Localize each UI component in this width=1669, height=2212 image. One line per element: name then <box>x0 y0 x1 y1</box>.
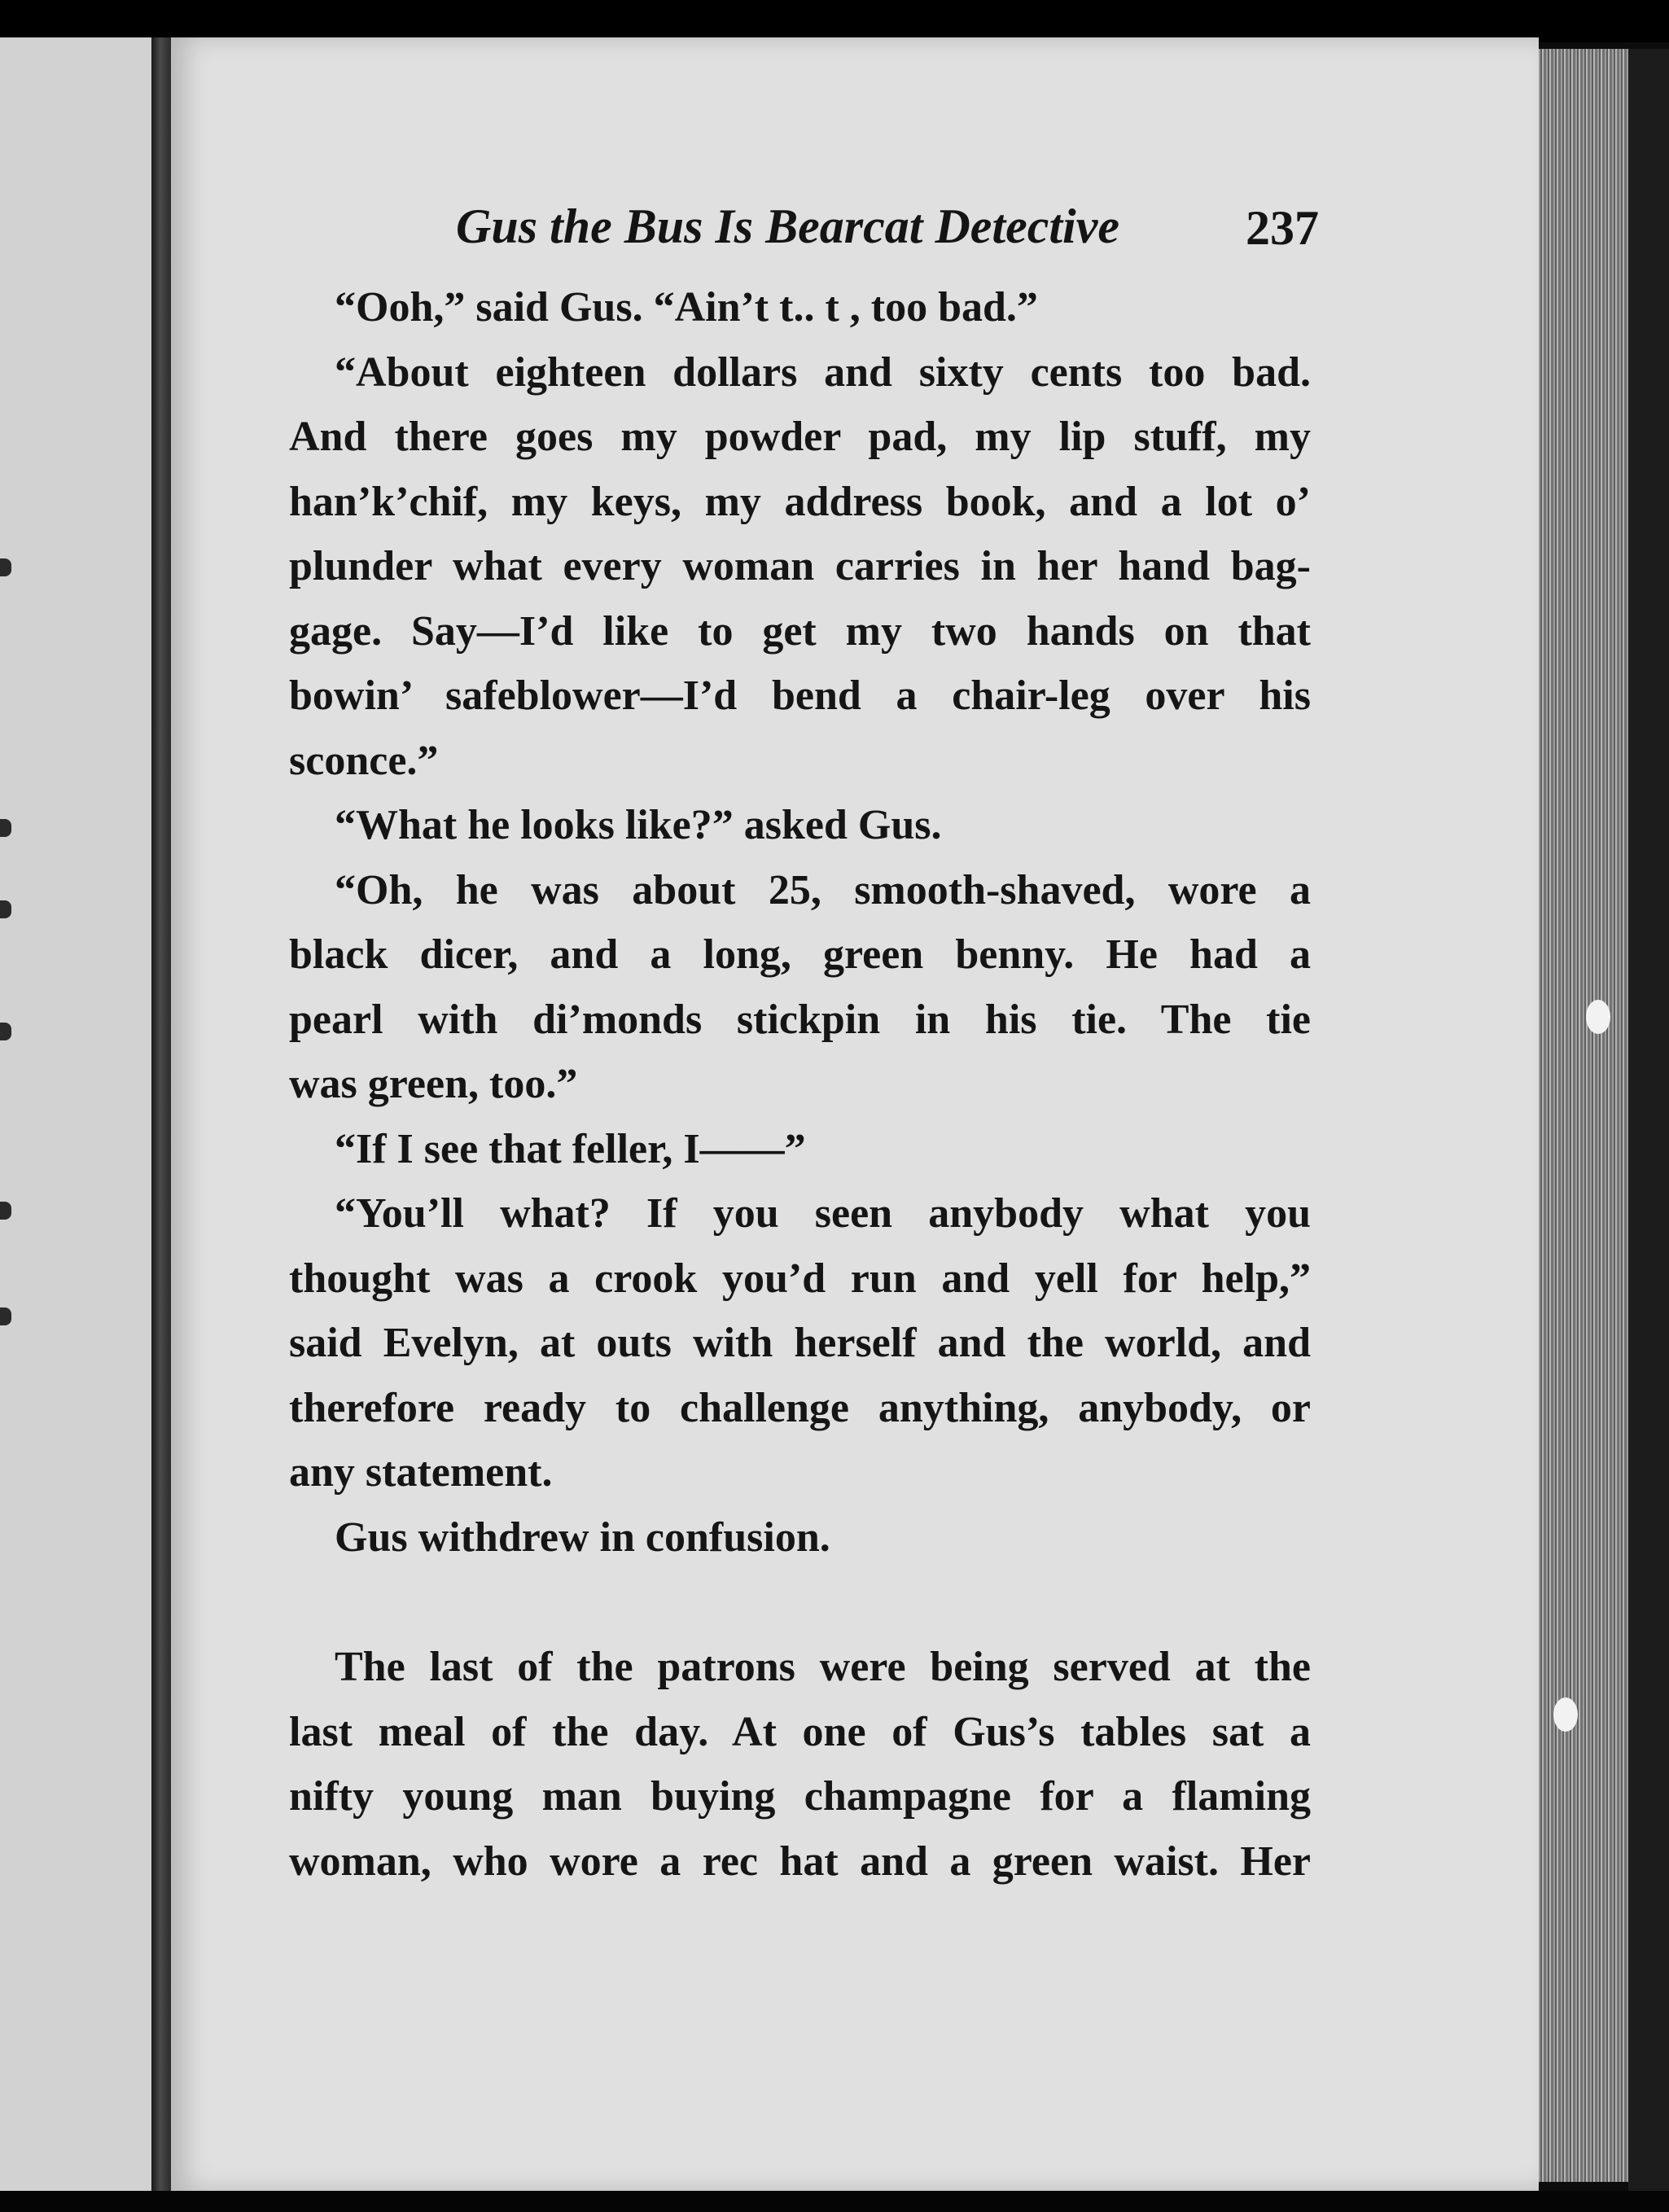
text-line: thought was a crook you’d run and yell for help,” <box>289 1255 1311 1302</box>
facing-page-edge <box>0 37 156 2191</box>
edge-mark <box>1553 1697 1578 1732</box>
text-line: “You’ll what? If you seen anybody what you <box>335 1190 1311 1237</box>
text-line: gage. Say—I’d like to get my two hands on that <box>289 607 1311 655</box>
text-line: han’k’chif, my keys, my address book, and a lot o’ <box>289 478 1311 525</box>
facing-page-glyph <box>0 558 11 576</box>
text-line: “What he looks like?” asked Gus. <box>335 802 942 848</box>
text-line: was green, too.” <box>289 1061 578 1107</box>
text-line: “Oh, he was about 25, smooth-shaved, wore a <box>335 866 1311 913</box>
text-line: any statement. <box>289 1449 553 1496</box>
running-head-title: Gus the Bus Is Bearcat Detective <box>456 199 1119 253</box>
text-line: nifty young man buying champagne for a flaming <box>289 1773 1311 1820</box>
book-gutter <box>151 37 171 2191</box>
facing-page-glyph <box>0 900 11 918</box>
text-line: therefore ready to challenge anything, anybody, or <box>289 1384 1311 1431</box>
text-line: bowin’ safeblower—I’d bend a chair-leg over his <box>289 672 1311 719</box>
facing-page-glyph <box>0 1307 11 1325</box>
page-edges <box>1539 49 1628 2182</box>
body-text <box>289 275 1311 1894</box>
text-line: last meal of the day. At one of Gus’s tables sat a <box>289 1708 1311 1755</box>
facing-page-glyph <box>0 1023 11 1040</box>
book-cover-edge <box>1628 49 1669 2212</box>
text-line: And there goes my powder pad, my lip stuff, my <box>289 414 1311 460</box>
scan-bottom-border <box>0 2191 1669 2212</box>
edge-mark <box>1586 1000 1610 1034</box>
text-line: black dicer, and a long, green benny. He had a <box>289 931 1311 978</box>
text-line: Gus withdrew in confusion. <box>335 1513 830 1561</box>
facing-page-glyph <box>0 819 11 837</box>
text-line: “Ooh,” said Gus. “Ain’t t.. t , too bad.” <box>335 284 1038 331</box>
text-line: said Evelyn, at outs with herself and the world, and <box>289 1320 1311 1366</box>
page-number: 237 <box>1246 201 1319 255</box>
text-line: “If I see that feller, I——” <box>335 1125 806 1172</box>
scan-top-border <box>0 0 1669 42</box>
text-line: pearl with di’monds stickpin in his tie. The tie <box>289 996 1311 1043</box>
section-break <box>289 1570 1311 1635</box>
text-line: woman, who wore a rec hat and a green waist. Her <box>289 1837 1311 1885</box>
facing-page-glyph <box>0 1202 11 1220</box>
text-line: sconce.” <box>289 737 439 784</box>
text-line: The last of the patrons were being served at the <box>335 1644 1311 1690</box>
text-line: “About eighteen dollars and sixty cents too bad. <box>335 348 1311 396</box>
text-line: plunder what every woman carries in her hand bag- <box>289 543 1311 589</box>
